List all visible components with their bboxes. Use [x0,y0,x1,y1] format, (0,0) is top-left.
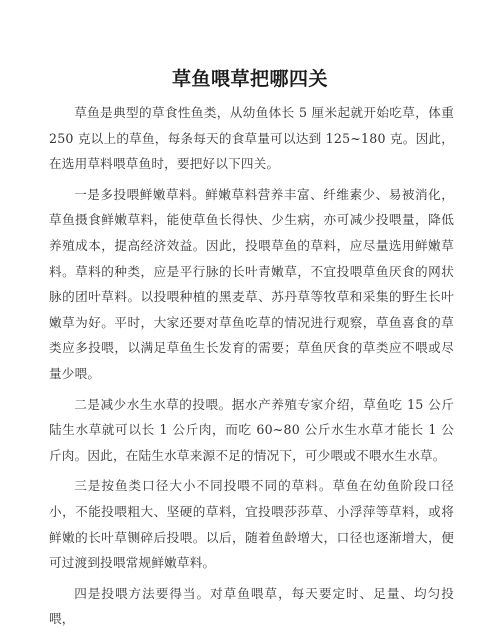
article-body [49,100,454,637]
paragraph-point-3: 三是按鱼类口径大小不同投喂不同的草料。草鱼在幼鱼阶段口径小，不能投喂粗大、坚硬的草料，宜投喂莎莎草、小浮萍等草料，或将鲜嫩的长叶草铡碎后投喂。以后，随着鱼龄增大，口径也逐渐增大，便可过渡到投喂常规鲜嫩草料。 [49,478,454,571]
paragraph-point-1: 一是多投喂鲜嫩草料。鲜嫩草料营养丰富、纤维素少、易被消化，草鱼摄食鲜嫩草料，能使草鱼长得快、少生病，亦可减少投喂量，降低养殖成本，提高经济效益。因此，投喂草鱼的草料，应尽量选用鲜嫩草料。草料的种类，应是平行脉的长叶青嫩草，不宜投喂草鱼厌食的网状脉的团叶草料。以投喂种植的黑麦草、苏丹草等牧草和采集的野生长叶嫩草为好。平时，大家还要对草鱼吃草的情况进行观察，草鱼喜食的草类应多投喂，以满足草鱼生长发育的需要；草鱼厌食的草类应不喂或尽量少喂。 [49,186,454,381]
paragraph-point-4: 四是投喂方法要得当。对草鱼喂草，每天要定时、足量、均匀投喂， [49,585,454,627]
article-title: 草鱼喂草把哪四关 [171,68,328,90]
paragraph-point-2: 二是减少水生水草的投喂。据水产养殖专家介绍，草鱼吃 15 公斤陆生水草就可以长 1 公斤肉，而吃 60~80 公斤水生水草才能长 1 公斤肉。因此，在陆生水草来源不足的情况下，可少喂或不喂水生水草。 [49,396,454,463]
paragraph-intro: 草鱼是典型的草食性鱼类，从幼鱼体长 5 厘米起就开始吃草，体重 250 克以上的草鱼，每条每天的食草量可以达到 125~180 克。因此，在选用草料喂草鱼时，要把好以下四关。 [49,105,454,172]
